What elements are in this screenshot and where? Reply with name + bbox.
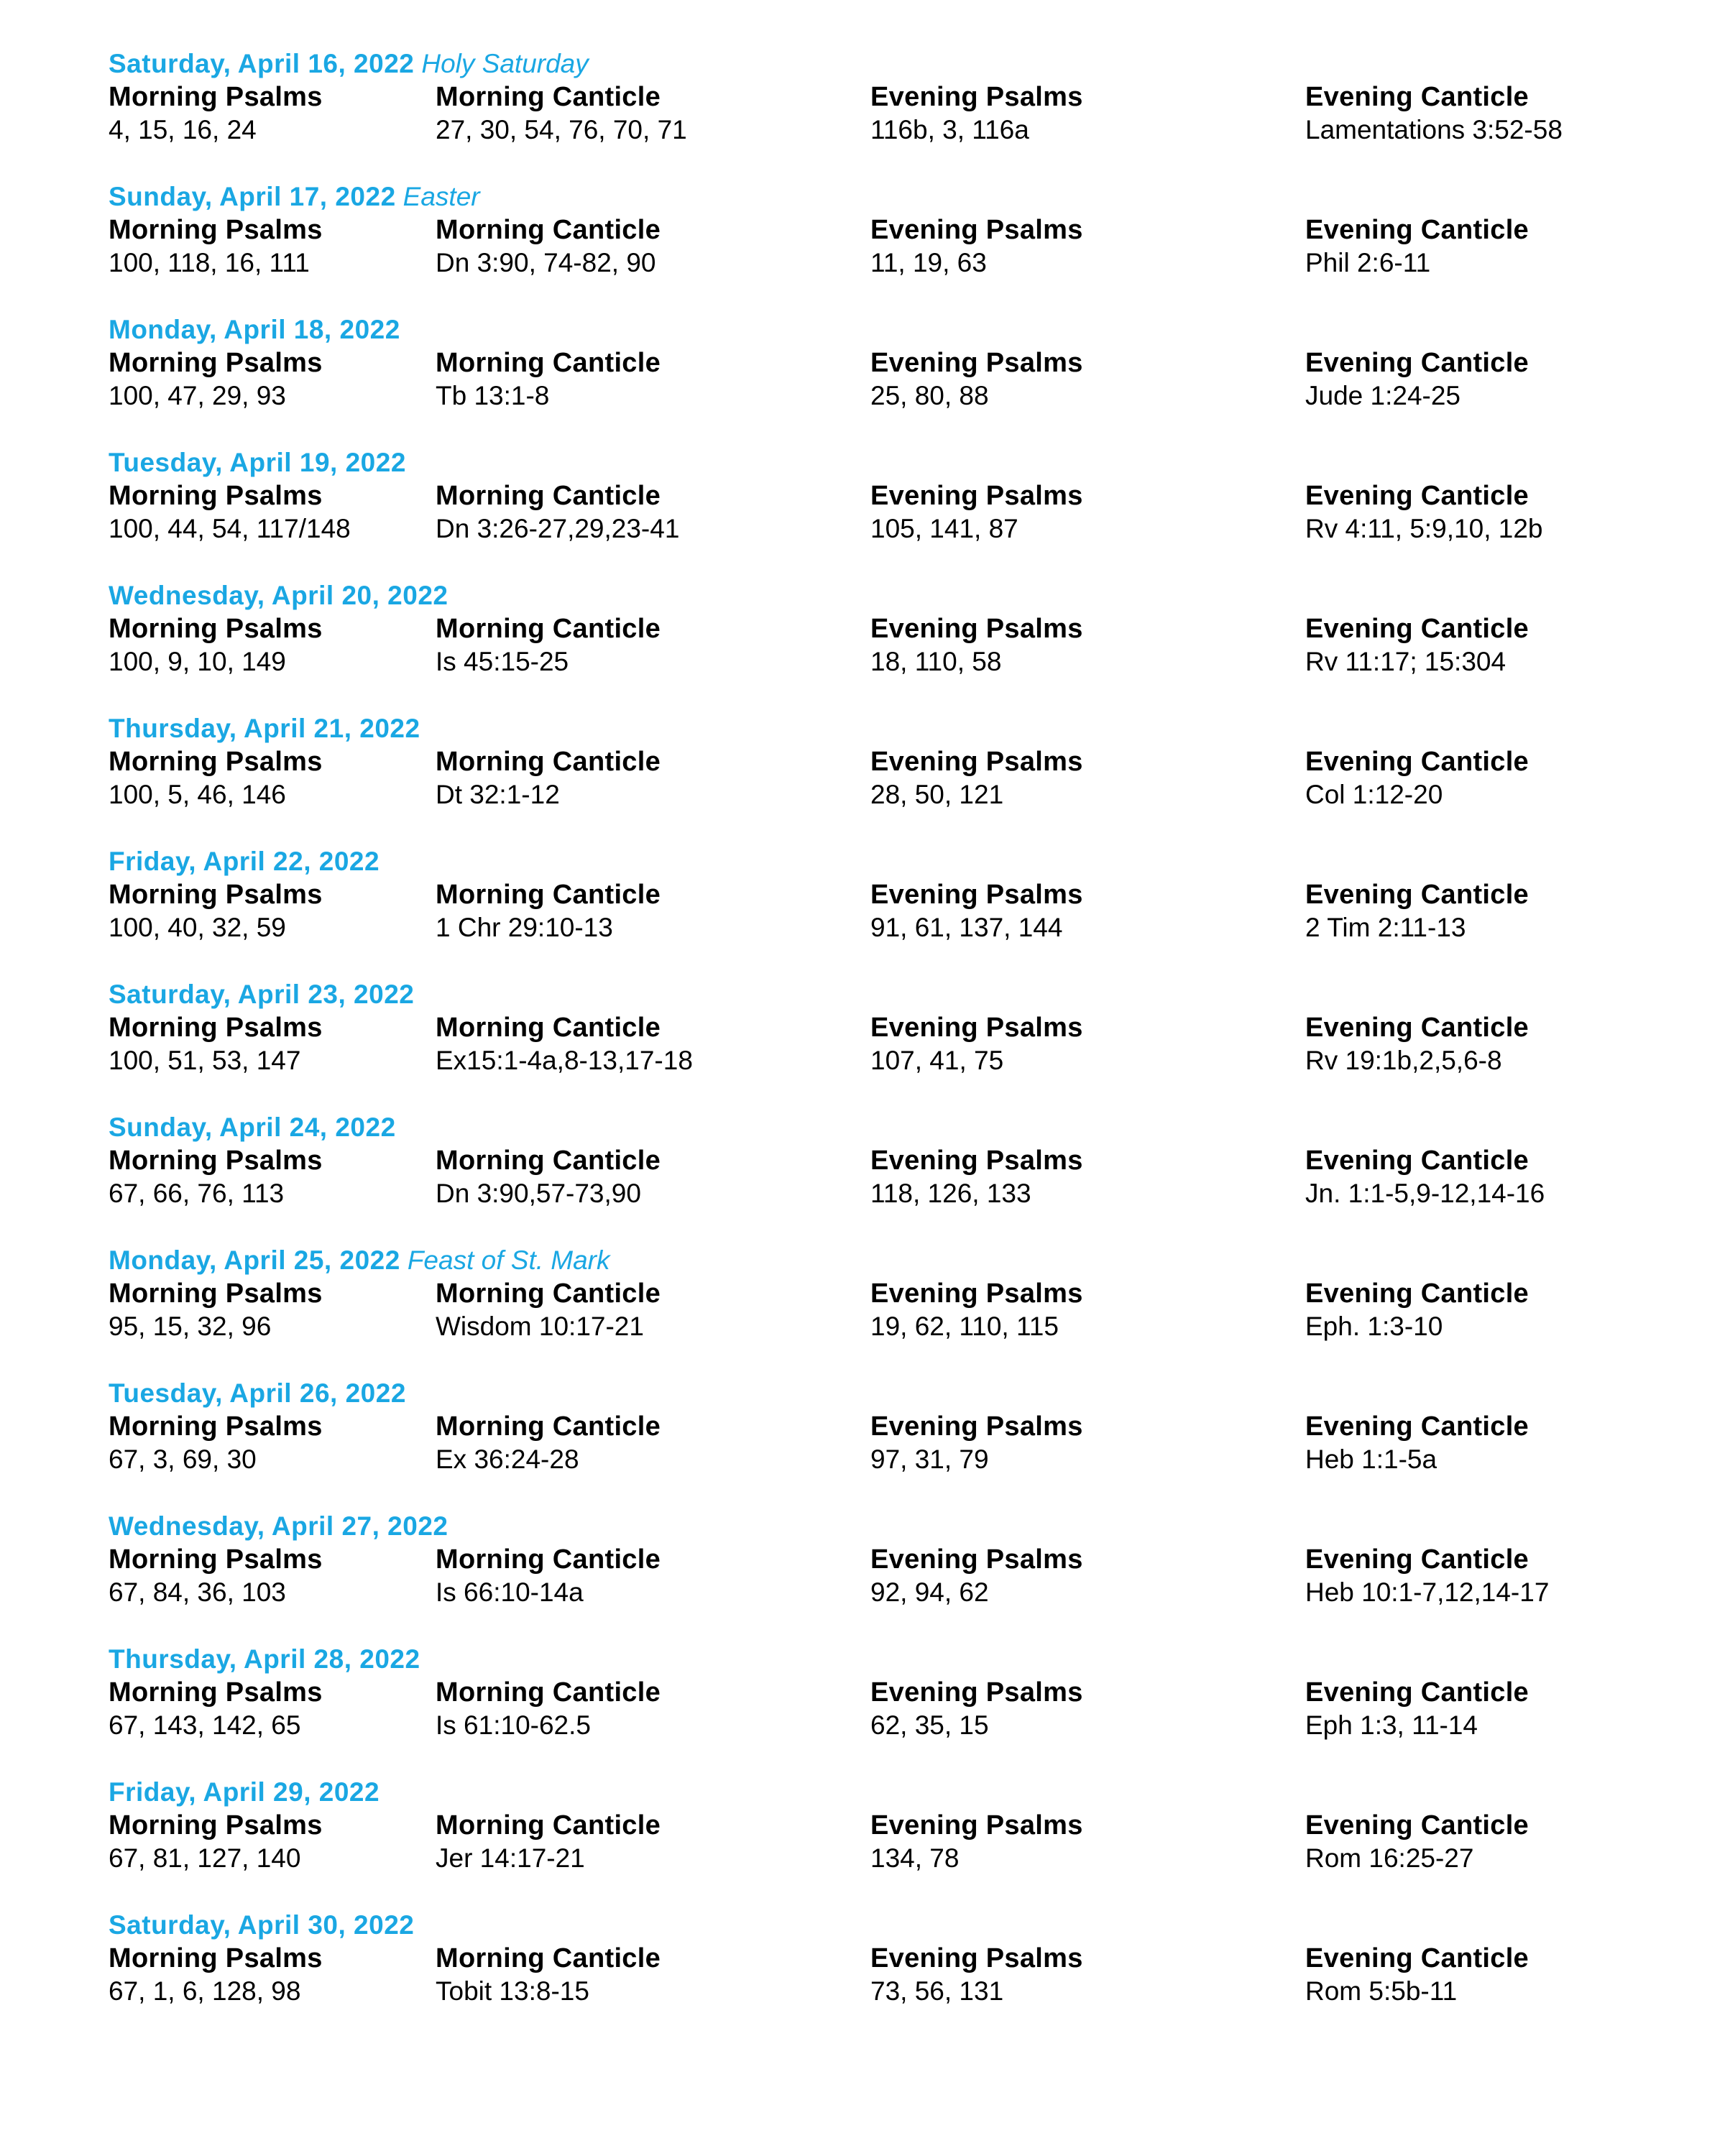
reading-column (870, 745, 1083, 811)
reading-column (109, 1676, 323, 1742)
reading-label: Evening Psalms (870, 1677, 1083, 1708)
reading-grid (109, 1543, 1654, 1643)
reading-value: 107, 41, 75 (870, 1046, 1004, 1075)
reading-value: 27, 30, 54, 76, 70, 71 (436, 115, 687, 144)
day-date: Saturday, April 23, 2022 (109, 980, 415, 1009)
reading-value: Rv 11:17; 15:304 (1305, 647, 1506, 676)
reading-value: Col 1:12-20 (1305, 780, 1443, 809)
reading-column (1305, 1144, 1545, 1210)
reading-value: 18, 110, 58 (870, 647, 1002, 676)
day-header (109, 712, 1654, 745)
day-date: Friday, April 29, 2022 (109, 1777, 380, 1807)
day-block (109, 1909, 1654, 2042)
day-block (109, 845, 1654, 978)
reading-value: Eph. 1:3-10 (1305, 1312, 1443, 1341)
day-block (109, 1776, 1654, 1909)
reading-value: Dn 3:90,57-73,90 (436, 1179, 641, 1208)
reading-column (870, 1011, 1083, 1077)
reading-label: Morning Canticle (436, 1810, 661, 1841)
reading-label: Morning Canticle (436, 348, 661, 378)
reading-value: 105, 141, 87 (870, 514, 1018, 543)
reading-value: Jn. 1:1-5,9-12,14-16 (1305, 1179, 1545, 1208)
day-date: Wednesday, April 27, 2022 (109, 1511, 448, 1541)
reading-grid (109, 1277, 1654, 1377)
reading-label: Morning Psalms (109, 82, 323, 112)
reading-value: 19, 62, 110, 115 (870, 1312, 1059, 1341)
reading-value: 62, 35, 15 (870, 1710, 989, 1740)
reading-value: 134, 78 (870, 1843, 960, 1873)
reading-value: Tb 13:1-8 (436, 381, 550, 410)
day-date: Sunday, April 24, 2022 (109, 1112, 396, 1142)
reading-column (870, 1410, 1083, 1476)
reading-column (109, 878, 323, 944)
reading-value: Jude 1:24-25 (1305, 381, 1461, 410)
reading-label: Morning Canticle (436, 1146, 661, 1176)
reading-column (1305, 1809, 1529, 1875)
day-header (109, 1244, 1654, 1277)
reading-value: 100, 5, 46, 146 (109, 780, 286, 809)
reading-value: 116b, 3, 116a (870, 115, 1029, 144)
reading-column (436, 346, 661, 413)
day-block (109, 1377, 1654, 1510)
reading-value: 11, 19, 63 (870, 248, 987, 277)
reading-column (1305, 479, 1543, 545)
psalter-schedule (109, 47, 1654, 2042)
reading-value: Rv 19:1b,2,5,6-8 (1305, 1046, 1502, 1075)
reading-value: 100, 40, 32, 59 (109, 913, 286, 942)
reading-column (436, 878, 661, 944)
day-date: Tuesday, April 19, 2022 (109, 448, 406, 477)
reading-value: 73, 56, 131 (870, 1976, 1004, 2006)
reading-value: Dn 3:26-27,29,23-41 (436, 514, 680, 543)
reading-column (109, 213, 323, 280)
day-header (109, 1377, 1654, 1410)
reading-grid (109, 1410, 1654, 1510)
reading-label: Morning Canticle (436, 1279, 661, 1309)
day-date: Monday, April 25, 2022 (109, 1245, 400, 1275)
day-block (109, 1643, 1654, 1776)
reading-label: Morning Psalms (109, 1411, 323, 1442)
reading-label: Evening Canticle (1305, 1279, 1529, 1309)
reading-label: Morning Psalms (109, 747, 323, 777)
reading-value: Is 61:10-62.5 (436, 1710, 591, 1740)
reading-value: 118, 126, 133 (870, 1179, 1031, 1208)
reading-column (109, 1277, 323, 1343)
reading-label: Morning Psalms (109, 614, 323, 644)
reading-label: Morning Psalms (109, 1677, 323, 1708)
reading-column (109, 80, 323, 147)
reading-value: 67, 81, 127, 140 (109, 1843, 301, 1873)
reading-label: Morning Psalms (109, 1279, 323, 1309)
reading-value: 97, 31, 79 (870, 1445, 989, 1474)
reading-value: 100, 44, 54, 117/148 (109, 514, 351, 543)
reading-column (436, 479, 679, 545)
reading-grid (109, 1011, 1654, 1111)
reading-value: 67, 143, 142, 65 (109, 1710, 301, 1740)
reading-grid (109, 1942, 1654, 2042)
reading-column (870, 1277, 1083, 1343)
reading-column (1305, 1277, 1529, 1343)
reading-column (109, 745, 323, 811)
day-header (109, 978, 1654, 1011)
reading-label: Evening Canticle (1305, 1677, 1529, 1708)
reading-column (870, 1809, 1083, 1875)
reading-label: Evening Psalms (870, 1544, 1083, 1575)
reading-column (870, 1543, 1083, 1609)
reading-label: Morning Canticle (436, 614, 661, 644)
day-date: Saturday, April 16, 2022 (109, 49, 415, 78)
reading-label: Morning Canticle (436, 1544, 661, 1575)
day-header (109, 1111, 1654, 1144)
reading-value: Rv 4:11, 5:9,10, 12b (1305, 514, 1543, 543)
reading-label: Evening Canticle (1305, 348, 1529, 378)
reading-label: Morning Psalms (109, 348, 323, 378)
reading-column (109, 1942, 323, 2008)
day-date: Wednesday, April 20, 2022 (109, 581, 448, 610)
day-date: Thursday, April 28, 2022 (109, 1644, 420, 1674)
reading-column (870, 1676, 1083, 1742)
reading-label: Morning Canticle (436, 1943, 661, 1973)
reading-value: Ex 36:24-28 (436, 1445, 579, 1474)
reading-column (1305, 346, 1529, 413)
reading-value: 25, 80, 88 (870, 381, 989, 410)
reading-column (436, 612, 661, 678)
reading-label: Morning Psalms (109, 1810, 323, 1841)
reading-value: 28, 50, 121 (870, 780, 1004, 809)
reading-column (436, 213, 661, 280)
day-date: Tuesday, April 26, 2022 (109, 1378, 406, 1408)
reading-column (436, 1410, 661, 1476)
reading-value: 67, 1, 6, 128, 98 (109, 1976, 301, 2006)
reading-column (109, 346, 323, 413)
day-block (109, 180, 1654, 313)
day-date: Saturday, April 30, 2022 (109, 1910, 415, 1940)
reading-column (870, 1144, 1083, 1210)
reading-label: Morning Canticle (436, 215, 661, 245)
reading-label: Evening Psalms (870, 82, 1083, 112)
reading-label: Morning Psalms (109, 1146, 323, 1176)
reading-grid (109, 1676, 1654, 1776)
reading-value: Heb 10:1-7,12,14-17 (1305, 1577, 1550, 1607)
reading-grid (109, 878, 1654, 978)
reading-value: 100, 9, 10, 149 (109, 647, 286, 676)
reading-column (436, 1676, 661, 1742)
reading-value: Heb 1:1-5a (1305, 1445, 1438, 1474)
reading-column (436, 1144, 661, 1210)
reading-label: Morning Psalms (109, 1544, 323, 1575)
reading-value: 1 Chr 29:10-13 (436, 913, 613, 942)
reading-column (1305, 745, 1529, 811)
day-block (109, 446, 1654, 579)
reading-column (109, 1144, 323, 1210)
day-header (109, 579, 1654, 612)
day-header (109, 1510, 1654, 1543)
reading-column (109, 1410, 323, 1476)
reading-value: 67, 84, 36, 103 (109, 1577, 286, 1607)
reading-label: Morning Canticle (436, 481, 661, 511)
reading-label: Morning Psalms (109, 481, 323, 511)
day-header (109, 313, 1654, 346)
day-header (109, 845, 1654, 878)
reading-column (109, 1809, 323, 1875)
reading-column (1305, 1011, 1529, 1077)
reading-label: Evening Psalms (870, 1013, 1083, 1043)
day-block (109, 47, 1654, 180)
reading-value: Tobit 13:8-15 (436, 1976, 589, 2006)
reading-column (1305, 878, 1529, 944)
day-block (109, 1510, 1654, 1643)
reading-value: Is 66:10-14a (436, 1577, 584, 1607)
reading-label: Morning Psalms (109, 880, 323, 910)
feast-name: Holy Saturday (421, 49, 589, 78)
reading-column (436, 1277, 661, 1343)
day-block (109, 978, 1654, 1111)
reading-label: Evening Canticle (1305, 215, 1529, 245)
reading-column (109, 1011, 323, 1077)
reading-grid (109, 612, 1654, 712)
reading-label: Evening Psalms (870, 747, 1083, 777)
reading-column (1305, 1676, 1529, 1742)
reading-label: Evening Psalms (870, 1810, 1083, 1841)
reading-column (436, 745, 661, 811)
reading-value: 4, 15, 16, 24 (109, 115, 257, 144)
reading-value: 91, 61, 137, 144 (870, 913, 1063, 942)
reading-label: Evening Psalms (870, 348, 1083, 378)
reading-grid (109, 479, 1654, 579)
day-block (109, 712, 1654, 845)
day-header (109, 180, 1654, 213)
reading-column (1305, 80, 1563, 147)
reading-column (436, 1011, 693, 1077)
reading-label: Evening Canticle (1305, 747, 1529, 777)
reading-value: Wisdom 10:17-21 (436, 1312, 644, 1341)
reading-label: Evening Psalms (870, 614, 1083, 644)
reading-value: 92, 94, 62 (870, 1577, 989, 1607)
reading-value: 67, 3, 69, 30 (109, 1445, 257, 1474)
reading-column (870, 612, 1083, 678)
reading-label: Evening Canticle (1305, 481, 1529, 511)
reading-value: Dt 32:1-12 (436, 780, 560, 809)
reading-value: Eph 1:3, 11-14 (1305, 1710, 1478, 1740)
reading-label: Evening Canticle (1305, 614, 1529, 644)
reading-column (870, 878, 1083, 944)
reading-column (1305, 1942, 1529, 2008)
reading-grid (109, 1809, 1654, 1909)
feast-name: Feast of St. Mark (407, 1245, 610, 1275)
reading-value: Rom 16:25-27 (1305, 1843, 1474, 1873)
reading-label: Morning Psalms (109, 215, 323, 245)
feast-name: Easter (402, 182, 480, 211)
reading-column (870, 213, 1083, 280)
day-header (109, 1643, 1654, 1676)
reading-value: 100, 47, 29, 93 (109, 381, 286, 410)
reading-label: Morning Canticle (436, 880, 661, 910)
reading-grid (109, 213, 1654, 313)
reading-label: Evening Canticle (1305, 1013, 1529, 1043)
reading-column (1305, 213, 1529, 280)
day-header (109, 47, 1654, 80)
reading-column (436, 1942, 661, 2008)
day-header (109, 446, 1654, 479)
reading-label: Morning Canticle (436, 1411, 661, 1442)
reading-column (436, 80, 687, 147)
day-date: Monday, April 18, 2022 (109, 315, 400, 344)
reading-column (870, 346, 1083, 413)
reading-column (870, 479, 1083, 545)
reading-label: Morning Canticle (436, 747, 661, 777)
reading-label: Evening Canticle (1305, 1411, 1529, 1442)
reading-column (109, 1543, 323, 1609)
reading-grid (109, 80, 1654, 180)
reading-column (109, 612, 323, 678)
day-date: Thursday, April 21, 2022 (109, 714, 420, 743)
reading-value: Dn 3:90, 74-82, 90 (436, 248, 656, 277)
reading-label: Morning Canticle (436, 82, 661, 112)
reading-column (870, 1942, 1083, 2008)
reading-label: Evening Canticle (1305, 1810, 1529, 1841)
day-block (109, 579, 1654, 712)
reading-column (436, 1543, 661, 1609)
reading-value: Jer 14:17-21 (436, 1843, 585, 1873)
reading-label: Morning Psalms (109, 1013, 323, 1043)
day-block (109, 1244, 1654, 1377)
reading-label: Evening Psalms (870, 880, 1083, 910)
day-block (109, 313, 1654, 446)
reading-label: Morning Psalms (109, 1943, 323, 1973)
reading-grid (109, 346, 1654, 446)
reading-value: 95, 15, 32, 96 (109, 1312, 272, 1341)
day-header (109, 1776, 1654, 1809)
reading-value: Rom 5:5b-11 (1305, 1976, 1458, 2006)
reading-value: Ex15:1-4a,8-13,17-18 (436, 1046, 693, 1075)
reading-label: Morning Canticle (436, 1677, 661, 1708)
reading-column (436, 1809, 661, 1875)
reading-label: Evening Psalms (870, 1411, 1083, 1442)
reading-value: Phil 2:6-11 (1305, 248, 1431, 277)
reading-label: Evening Canticle (1305, 1943, 1529, 1973)
reading-label: Evening Psalms (870, 215, 1083, 245)
reading-label: Evening Psalms (870, 1943, 1083, 1973)
reading-column (870, 80, 1083, 147)
day-date: Sunday, April 17, 2022 (109, 182, 396, 211)
reading-column (109, 479, 351, 545)
reading-label: Morning Canticle (436, 1013, 661, 1043)
reading-column (1305, 1543, 1549, 1609)
reading-grid (109, 1144, 1654, 1244)
reading-label: Evening Canticle (1305, 82, 1529, 112)
reading-value: Is 45:15-25 (436, 647, 569, 676)
reading-label: Evening Canticle (1305, 880, 1529, 910)
day-block (109, 1111, 1654, 1244)
day-header (109, 1909, 1654, 1942)
reading-value: 67, 66, 76, 113 (109, 1179, 285, 1208)
reading-label: Evening Canticle (1305, 1544, 1529, 1575)
reading-column (1305, 612, 1529, 678)
reading-column (1305, 1410, 1529, 1476)
reading-value: 2 Tim 2:11-13 (1305, 913, 1466, 942)
day-date: Friday, April 22, 2022 (109, 847, 380, 876)
reading-value: 100, 51, 53, 147 (109, 1046, 301, 1075)
reading-label: Evening Canticle (1305, 1146, 1529, 1176)
reading-value: Lamentations 3:52-58 (1305, 115, 1563, 144)
reading-label: Evening Psalms (870, 1146, 1083, 1176)
reading-label: Evening Psalms (870, 1279, 1083, 1309)
reading-grid (109, 745, 1654, 845)
reading-label: Evening Psalms (870, 481, 1083, 511)
reading-value: 100, 118, 16, 111 (109, 248, 310, 277)
